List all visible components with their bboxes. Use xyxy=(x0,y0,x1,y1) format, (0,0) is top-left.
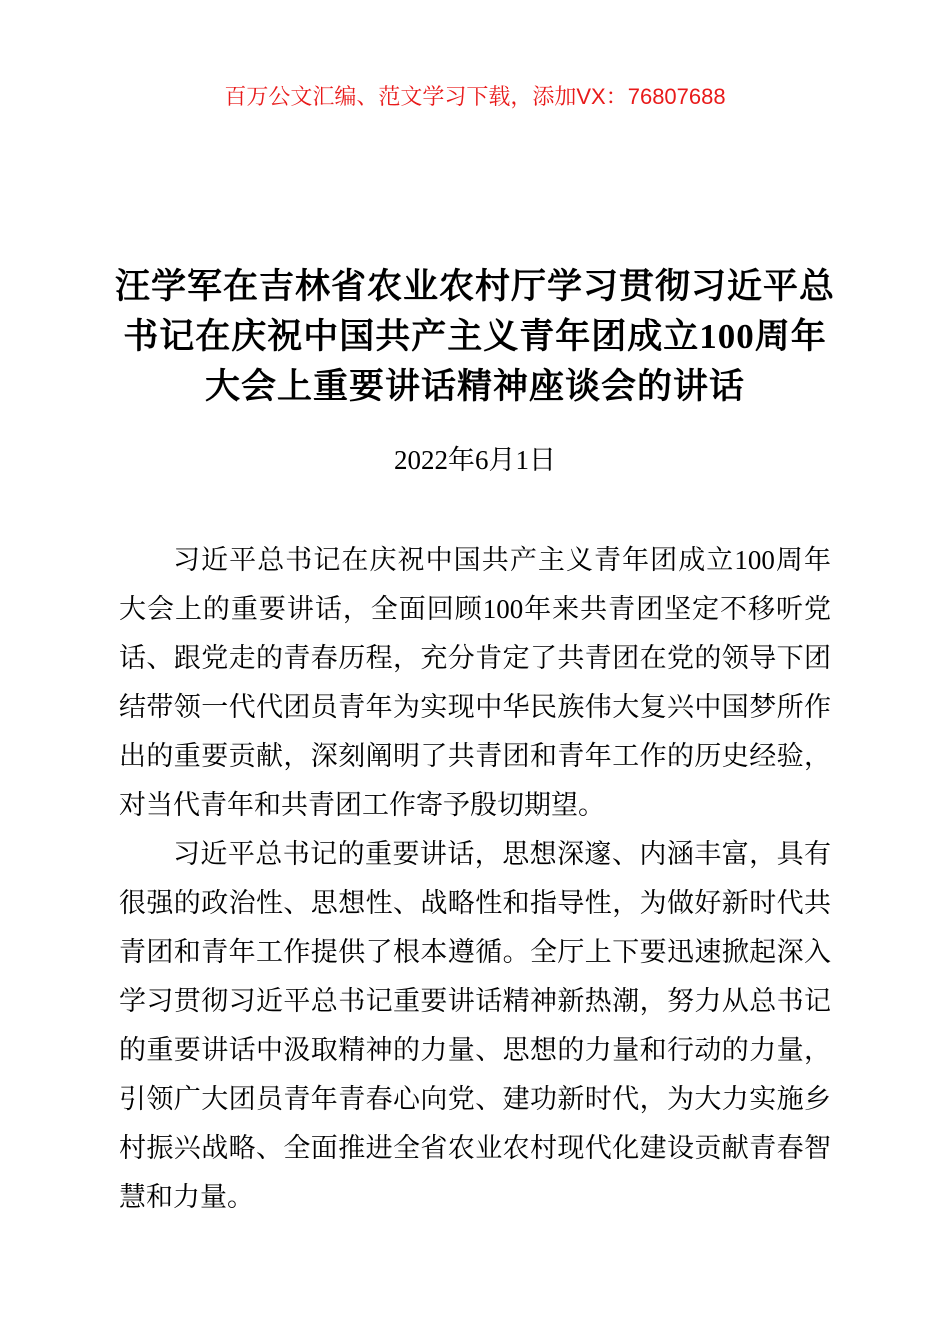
document-title xyxy=(85,262,865,412)
body-paragraph-1: 习近平总书记在庆祝中国共产主义青年团成立100周年大会上的重要讲话，全面回顾100年来共青团坚定不移听党话、跟党走的青春历程，充分肯定了共青团在党的领导下团结带领一代代团员青年为实现中华民族伟大复兴中国梦所作出的重要贡献，深刻阐明了共青团和青年工作的历史经验，对当代青年和共青团工作寄予殷切期望。 xyxy=(119,545,831,820)
document-body xyxy=(119,536,831,1222)
title-line-2: 书记在庆祝中国共产主义青年团成立100周年 xyxy=(123,317,827,356)
body-paragraph-2: 习近平总书记的重要讲话，思想深邃、内涵丰富，具有很强的政治性、思想性、战略性和指导性，为做好新时代共青团和青年工作提供了根本遵循。全厅上下要迅速掀起深入学习贯彻习近平总书记重要讲话精神新热潮，努力从总书记的重要讲话中汲取精神的力量、思想的力量和行动的力量，引领广大团员青年青春心向党、建功新时代，为大力实施乡村振兴战略、全面推进全省农业农村现代化建设贡献青春智慧和力量。 xyxy=(119,839,831,1212)
document-date: 2022年6月1日 xyxy=(394,445,556,475)
title-line-3: 大会上重要讲话精神座谈会的讲话 xyxy=(204,367,745,406)
watermark-notice: 百万公文汇编、范文学习下载，添加VX：76807688 xyxy=(224,84,726,109)
title-line-1: 汪学军在吉林省农业农村厅学习贯彻习近平总 xyxy=(114,267,835,306)
